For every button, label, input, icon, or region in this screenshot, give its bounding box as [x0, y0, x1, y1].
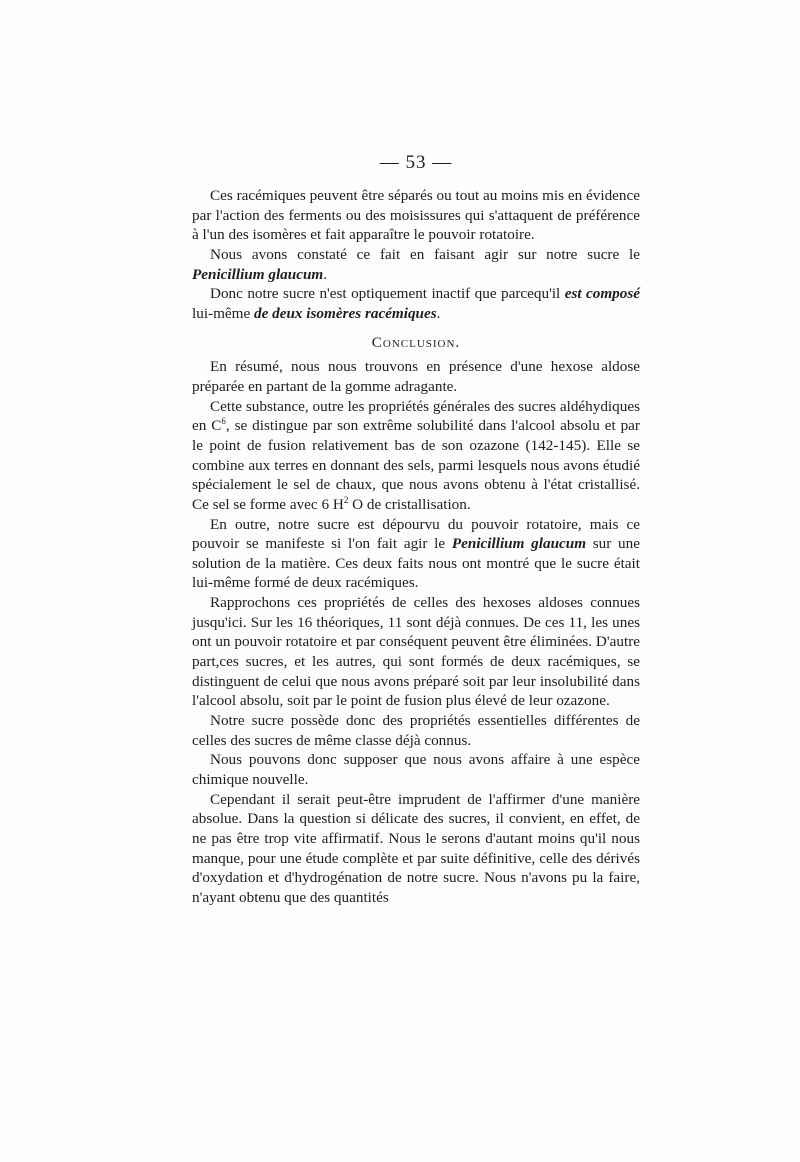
paragraph-text: lui-même: [192, 304, 251, 322]
superscript: 6: [221, 416, 226, 427]
page-text-block: [192, 152, 640, 908]
emphasis-text: est composé: [564, 285, 640, 303]
paragraph-text: Cette substance, outre les propriétés générales des sucres aldéhydiques en C: [192, 397, 640, 435]
paragraph-cependant: Cependant il serait peut-être imprudent de l'affirmer d'une manière absolue. Dans la question si délicate des sucres, il convient, en effet, de ne pas être trop vite affirmatif. Nous le serons d'autant moins qu'il nous manque, pour une étude complète et par suite définitive, celle des dérivés d'oxydation et d'hydrogénation de notre sucre. Nous n'avons pu la faire, n'ayant obtenu que des quantités: [192, 790, 640, 906]
paragraph-text: En outre, notre sucre est dépourvu du pouvoir rotatoire, mais ce pouvoir se manifeste si l'on fait agir le: [192, 515, 640, 553]
paragraph-notre-sucre: Notre sucre possède donc des propriétés essentielles différentes de celles des sucres de même classe déjà connus.: [192, 712, 640, 749]
paragraph-text: O de cristallisation.: [352, 495, 471, 513]
paragraph-inactif: [192, 284, 640, 323]
paragraph-rapprochons: Rapprochons ces propriétés de celles des hexoses aldoses connues jusqu'ici. Sur les 16 théoriques, 11 sont déjà connues. De ces 11, les unes ont un pouvoir rotatoire et par conséquent peuvent être éliminées. D'autre part,ces sucres, et les autres, qui sont formés de deux racémiques, se distinguent de celui que nous avons préparé soit par leur insolubilité dans l'alcool absolu, soit par le point de fusion plus élevé de leur ozazone.: [192, 594, 640, 710]
superscript: 2: [343, 494, 349, 505]
section-heading-conclusion: Conclusion.: [371, 333, 461, 351]
paragraph-text: , se distingue par son extrême solubilité dans l'alcool absolu et par le point de fusion relativement bas de son ozazone (142-145). Elle se combine aux terres en donnant des sels, parmi lesquels nous avons étudié spécialement le sel de chaux, que nous avons obtenu à l'état cristallisé. Ce sel se forme avec 6 H: [192, 417, 640, 513]
species-name: Penicillium glaucum: [192, 265, 324, 283]
paragraph-penicillium: [192, 245, 640, 284]
paragraph-substance: [192, 397, 640, 515]
paragraph-text: Nous avons constaté ce fait en faisant agir sur notre sucre le: [210, 245, 640, 263]
page-number: — 53 —: [379, 152, 453, 173]
paragraph-text: Donc notre sucre n'est optiquement inactif que parcequ'il: [210, 285, 561, 303]
paragraph-text: .: [436, 304, 441, 322]
emphasis-text: de deux isomères racémiques: [254, 304, 437, 322]
paragraph-espece-nouvelle: Nous pouvons donc supposer que nous avons affaire à une espèce chimique nouvelle.: [192, 751, 640, 789]
paragraph-outre: [192, 515, 640, 594]
paragraph-resume: En résumé, nous nous trouvons en présence d'une hexose aldose préparée en partant de la gomme adragante.: [192, 358, 640, 395]
paragraph-text: sur une solution de la matière. Ces deux faits nous ont montré que le sucre était lui-même formé de deux racémiques.: [192, 535, 640, 592]
paragraph-racemiques: Ces racémiques peuvent être séparés ou tout au moins mis en évidence par l'action des ferments ou des moisissures qui s'attaquent de préférence à l'un des isomères et fait apparaître le pouvoir rotatoire.: [192, 187, 640, 244]
species-name: Penicillium glaucum: [451, 535, 587, 553]
paragraph-text: .: [323, 265, 328, 283]
